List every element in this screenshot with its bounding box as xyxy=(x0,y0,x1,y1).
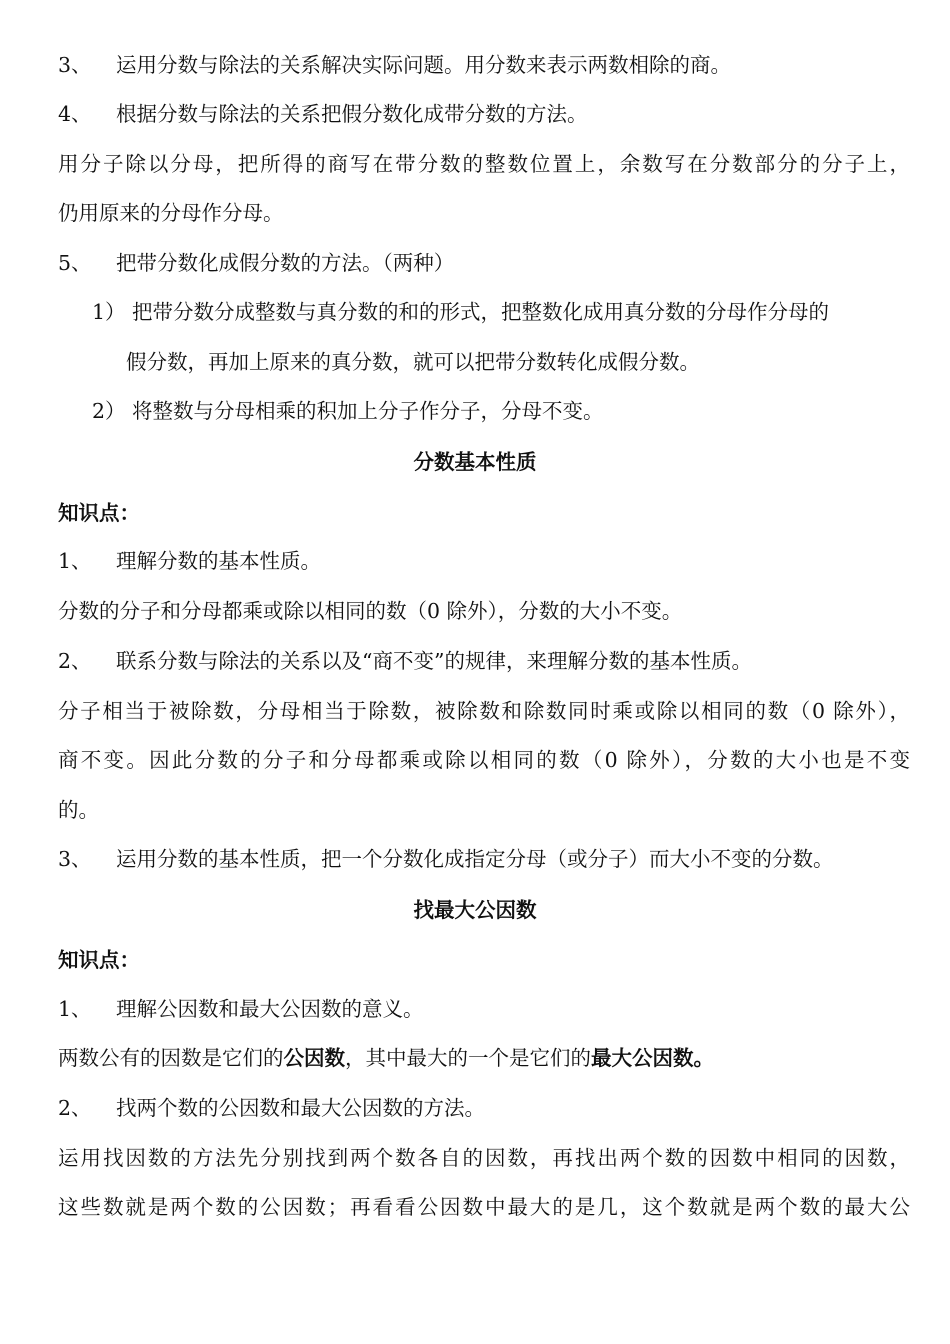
item-number: 4、 xyxy=(58,102,92,126)
sub-item: 2） 将整数与分母相乘的积加上分子作分子，分母不变。 xyxy=(92,399,604,423)
bold-term-gcd: 最大公因数。 xyxy=(591,1046,714,1070)
knowledge-points-label: 知识点： xyxy=(58,948,140,972)
paragraph-line: 的。 xyxy=(58,798,99,822)
list-item xyxy=(58,1098,910,1119)
paragraph-line: 分数的分子和分母都乘或除以相同的数（0 除外），分数的大小不变。 xyxy=(58,599,683,623)
item-number: 3、 xyxy=(58,847,92,871)
paragraph-line xyxy=(58,1048,910,1069)
sub-item-continuation: 假分数，再加上原来的真分数，就可以把带分数转化成假分数。 xyxy=(126,350,700,374)
list-item xyxy=(58,104,910,125)
bold-term-common-factor: 公因数 xyxy=(283,1046,345,1070)
item-text: 理解公因数和最大公因数的意义。 xyxy=(116,997,424,1021)
item-text: 把带分数化成假分数的方法。（两种） xyxy=(116,251,455,275)
item-text: 根据分数与除法的关系把假分数化成带分数的方法。 xyxy=(116,102,588,126)
paragraph-line: 商不变。因此分数的分子和分母都乘或除以相同的数（0 除外），分数的大小也是不变 xyxy=(58,748,910,772)
item-text: 联系分数与除法的关系以及“商不变”的规律，来理解分数的基本性质。 xyxy=(116,649,752,673)
text-segment: ，其中最大的一个是它们的 xyxy=(345,1046,591,1070)
list-item xyxy=(58,999,910,1020)
list-item xyxy=(58,55,910,76)
item-text: 运用分数与除法的关系解决实际问题。用分数来表示两数相除的商。 xyxy=(116,53,731,77)
paragraph-line: 运用找因数的方法先分别找到两个数各自的因数，再找出两个数的因数中相同的因数， xyxy=(58,1146,910,1170)
paragraph-line: 用分子除以分母，把所得的商写在带分数的整数位置上，余数写在分数部分的分子上， xyxy=(58,152,910,176)
item-number: 2、 xyxy=(58,1096,92,1120)
item-text: 运用分数的基本性质，把一个分数化成指定分母（或分子）而大小不变的分数。 xyxy=(116,847,834,871)
paragraph-line: 仍用原来的分母作分母。 xyxy=(58,201,284,225)
section-title: 找最大公因数 xyxy=(413,898,537,922)
item-number: 1、 xyxy=(58,997,92,1021)
sub-item: 1） 把带分数分成整数与真分数的和的形式，把整数化成用真分数的分母作分母的 xyxy=(92,300,830,324)
item-number: 3、 xyxy=(58,53,92,77)
list-item xyxy=(58,253,910,274)
section-title: 分数基本性质 xyxy=(413,450,537,474)
paragraph-line: 这些数就是两个数的公因数；再看看公因数中最大的是几，这个数就是两个数的最大公 xyxy=(58,1195,910,1219)
list-item xyxy=(58,551,910,572)
list-item xyxy=(58,651,910,672)
item-text: 理解分数的基本性质。 xyxy=(116,549,321,573)
item-text: 找两个数的公因数和最大公因数的方法。 xyxy=(116,1096,485,1120)
item-number: 1、 xyxy=(58,549,92,573)
knowledge-points-label: 知识点： xyxy=(58,501,140,525)
paragraph-line: 分子相当于被除数，分母相当于除数，被除数和除数同时乘或除以相同的数（0 除外）， xyxy=(58,699,910,723)
item-number: 5、 xyxy=(58,251,92,275)
text-segment: 两数公有的因数是它们的 xyxy=(58,1046,284,1070)
list-item xyxy=(58,849,910,870)
item-number: 2、 xyxy=(58,649,92,673)
